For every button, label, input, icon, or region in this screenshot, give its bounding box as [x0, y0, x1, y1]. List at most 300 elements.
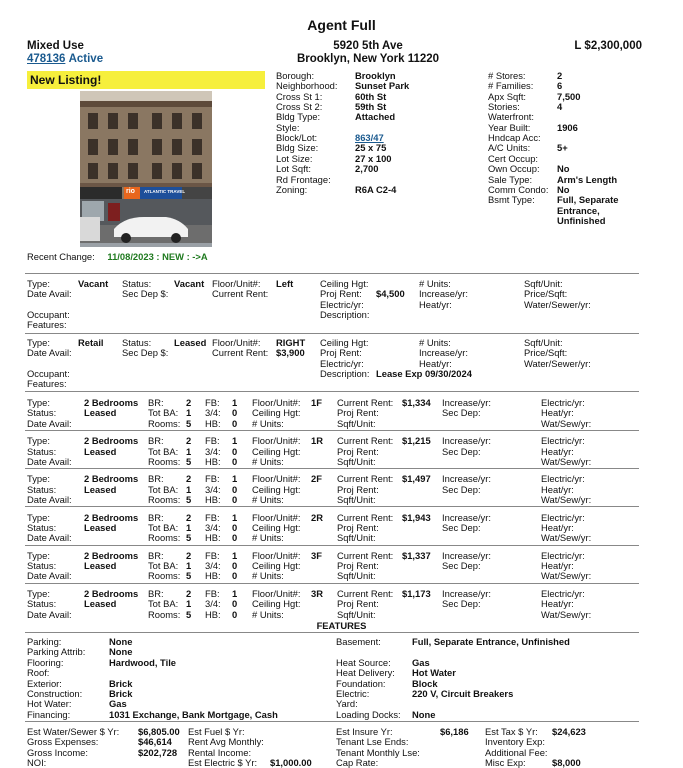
res-floor-label: Floor/Unit#: [252, 588, 301, 599]
unit-status-value: Leased [174, 337, 207, 348]
divider [25, 583, 639, 584]
unit-type-label: Type: [27, 278, 50, 289]
res-hb-label: HB: [205, 608, 221, 620]
res-status-label: Status: [27, 407, 57, 419]
res-totba-value: 1 [186, 521, 192, 533]
detail-label: A/C Units: [488, 142, 531, 154]
res-fb-label: FB: [205, 397, 220, 408]
res-increase-label: Increase/yr: [442, 549, 491, 561]
res-fb-label: FB: [205, 473, 220, 485]
unit-description-label: Description: [320, 367, 370, 379]
detail-label: Apx Sqft: [488, 90, 527, 102]
res-type-label: Type: [27, 435, 50, 447]
divider [25, 333, 639, 334]
res-floor-value: 3R [311, 588, 323, 599]
res-fb-value: 1 [232, 549, 238, 561]
unit-current-rent-value: $3,900 [276, 347, 305, 359]
financial-label: Gross Expenses: [27, 736, 99, 748]
address-line2: Brooklyn, New York 11220 [296, 53, 440, 65]
unit-date-label: Date Avail: [27, 347, 72, 359]
res-hb-label: HB: [205, 570, 221, 582]
res-sqft-label: Sqft/Unit: [337, 570, 376, 582]
res-ceiling-label: Ceiling Hgt: [252, 560, 301, 572]
res-current-rent-label: Current Rent: [337, 397, 394, 408]
res-proj-rent-label: Proj Rent: [337, 521, 379, 533]
res-totba-label: Tot BA: [148, 445, 179, 457]
feature-value: Gas [412, 656, 430, 668]
financial-value: $6,805.00 [138, 726, 180, 737]
detail-value: 7,500 [557, 90, 581, 102]
res-wat-label: Wat/Sew/yr: [541, 455, 592, 467]
address-line1: 5920 5th Ave [333, 40, 403, 52]
res-hb-value: 0 [232, 532, 238, 544]
detail-label: # Stores: [488, 70, 526, 81]
financial-value: $202,728 [138, 746, 178, 758]
res-fb-label: FB: [205, 435, 220, 447]
detail-label: Style: [276, 121, 300, 133]
res-units-label: # Units: [252, 608, 284, 620]
unit-heat-label: Heat/yr: [419, 298, 452, 310]
res-status-label: Status: [27, 598, 57, 610]
res-date-label: Date Avail: [27, 417, 72, 429]
financial-label: Est Fuel $ Yr: [188, 726, 245, 737]
res-rooms-value: 5 [186, 417, 192, 429]
res-totba-value: 1 [186, 407, 192, 419]
divider [25, 273, 639, 274]
unit-increase-label: Increase/yr: [419, 347, 468, 359]
res-type-value: 2 Bedrooms [84, 588, 139, 599]
res-type-label: Type: [27, 397, 50, 408]
listing-id-link[interactable]: 478136 [27, 53, 66, 65]
res-increase-label: Increase/yr: [442, 588, 491, 599]
res-status-value: Leased [84, 521, 117, 533]
res-wat-label: Wat/Sew/yr: [541, 494, 592, 505]
building-image [80, 91, 212, 247]
res-hb-label: HB: [205, 455, 221, 467]
res-status-label: Status: [27, 445, 57, 457]
unit-water-label: Water/Sewer/yr: [524, 357, 591, 369]
unit-description-label: Description: [320, 308, 370, 320]
unit-type-value: Vacant [78, 278, 109, 289]
res-floor-value: 1F [311, 397, 322, 408]
feature-label: Financing: [27, 708, 71, 720]
res-br-value: 2 [186, 511, 192, 523]
unit-sqft-label: Sqft/Unit: [524, 337, 563, 348]
res-floor-label: Floor/Unit#: [252, 511, 301, 523]
res-br-label: BR: [148, 397, 164, 408]
res-br-label: BR: [148, 473, 164, 485]
res-br-value: 2 [186, 549, 192, 561]
res-floor-value: 3F [311, 549, 322, 561]
res-floor-label: Floor/Unit#: [252, 549, 301, 561]
res-rooms-value: 5 [186, 494, 192, 505]
divider [25, 468, 639, 469]
res-rooms-value: 5 [186, 570, 192, 582]
unit-floor-label: Floor/Unit#: [212, 278, 261, 289]
listing-status: Active [68, 53, 104, 65]
financial-label: Est Insure Yr: [336, 726, 393, 737]
res-br-label: BR: [148, 435, 164, 447]
detail-label: Sale Type: [488, 173, 533, 185]
financial-label: Tenant Lse Ends: [336, 736, 409, 748]
detail-label: Block/Lot: [276, 132, 318, 144]
financial-label: Est Electric $ Yr: [188, 756, 258, 768]
res-date-label: Date Avail: [27, 494, 72, 505]
unit-status-label: Status: [122, 278, 152, 289]
res-floor-label: Floor/Unit#: [252, 473, 301, 485]
property-type: Mixed Use [27, 40, 84, 52]
feature-label: Basement: [336, 636, 381, 647]
res-wat-label: Wat/Sew/yr: [541, 570, 592, 582]
unit-occupant-label: Occupant: [27, 308, 70, 320]
res-totba-label: Tot BA: [148, 483, 179, 495]
res-br-value: 2 [186, 435, 192, 447]
res-sqft-label: Sqft/Unit: [337, 608, 376, 620]
unit-current-rent-label: Current Rent: [212, 288, 269, 300]
detail-value: 25 x 75 [355, 142, 387, 154]
feature-value: None [109, 646, 133, 658]
res-current-rent-value: $1,943 [402, 511, 431, 523]
res-type-label: Type: [27, 511, 50, 523]
res-wat-label: Wat/Sew/yr: [541, 532, 592, 544]
financial-label: Rent Avg Monthly: [188, 736, 264, 748]
res-status-value: Leased [84, 445, 117, 457]
res-units-label: # Units: [252, 494, 284, 505]
res-threeq-value: 0 [232, 521, 238, 533]
res-threeq-value: 0 [232, 407, 238, 419]
res-threeq-value: 0 [232, 445, 238, 457]
block-lot-link[interactable]: 863/47 [355, 132, 384, 144]
res-totba-value: 1 [186, 598, 192, 610]
res-current-rent-label: Current Rent: [337, 549, 394, 561]
res-totba-value: 1 [186, 483, 192, 495]
res-type-value: 2 Bedrooms [84, 511, 139, 523]
res-rooms-label: Rooms: [148, 417, 181, 429]
res-rooms-label: Rooms: [148, 570, 181, 582]
res-threeq-label: 3/4: [205, 483, 221, 495]
financial-label: Inventory Exp: [485, 736, 545, 748]
feature-label: Hot Water: [27, 698, 72, 710]
listing-id-row [27, 53, 103, 65]
res-totba-value: 1 [186, 445, 192, 457]
financial-label: Misc Exp: [485, 756, 526, 768]
res-proj-rent-label: Proj Rent: [337, 483, 379, 495]
res-heat-label: Heat/yr: [541, 598, 574, 610]
feature-value: Hot Water [412, 667, 456, 679]
financial-value: $8,000 [552, 756, 581, 768]
res-electric-label: Electric/yr: [541, 549, 585, 561]
feature-label: Parking Attrib: [27, 646, 86, 658]
res-rooms-label: Rooms: [148, 532, 181, 544]
feature-label: Exterior: [27, 677, 62, 689]
unit-current-rent-label: Current Rent: [212, 347, 269, 359]
divider [25, 391, 639, 392]
detail-value: No [557, 183, 570, 195]
detail-label: Bldg Size: [276, 142, 319, 154]
res-ceiling-label: Ceiling Hgt: [252, 483, 301, 495]
detail-value: R6A C2-4 [355, 183, 397, 195]
res-rooms-value: 5 [186, 455, 192, 467]
financial-value: $6,186 [440, 726, 469, 737]
detail-label: Neighborhood: [276, 80, 338, 92]
res-fb-value: 1 [232, 511, 238, 523]
unit-increase-label: Increase/yr: [419, 288, 468, 300]
photo-sign-rio: rio [126, 188, 135, 195]
detail-label: Cross St 2: [276, 101, 323, 113]
res-current-rent-label: Current Rent: [337, 473, 394, 485]
detail-label: Zoning: [276, 183, 308, 195]
recent-change-value: 11/08/2023 : NEW : ->A [107, 251, 208, 262]
res-hb-value: 0 [232, 570, 238, 582]
res-ceiling-label: Ceiling Hgt: [252, 407, 301, 419]
res-type-value: 2 Bedrooms [84, 397, 139, 408]
res-current-rent-label: Current Rent: [337, 588, 394, 599]
unit-features-label: Features: [27, 319, 67, 331]
detail-value: Sunset Park [355, 80, 410, 92]
res-threeq-label: 3/4: [205, 407, 221, 419]
unit-type-value: Retail [78, 337, 104, 348]
res-date-label: Date Avail: [27, 570, 72, 582]
financial-label: NOI: [27, 756, 47, 768]
detail-value: Brooklyn [355, 70, 396, 81]
financial-label: Cap Rate: [336, 756, 379, 768]
unit-price-sqft-label: Price/Sqft: [524, 288, 568, 300]
res-heat-label: Heat/yr: [541, 407, 574, 419]
feature-value: None [412, 708, 436, 720]
res-threeq-label: 3/4: [205, 560, 221, 572]
res-current-rent-value: $1,337 [402, 549, 431, 561]
detail-label: Lot Sqft: [276, 163, 311, 175]
financial-value: $46,614 [138, 736, 172, 748]
res-hb-value: 0 [232, 455, 238, 467]
new-listing-banner: New Listing! [27, 71, 265, 89]
res-floor-label: Floor/Unit#: [252, 397, 301, 408]
res-totba-value: 1 [186, 560, 192, 572]
res-status-label: Status: [27, 560, 57, 572]
unit-floor-label: Floor/Unit#: [212, 337, 261, 348]
res-wat-label: Wat/Sew/yr: [541, 608, 592, 620]
res-ceiling-label: Ceiling Hgt: [252, 521, 301, 533]
res-rooms-value: 5 [186, 532, 192, 544]
res-fb-value: 1 [232, 588, 238, 599]
unit-status-value: Vacant [174, 278, 205, 289]
res-proj-rent-label: Proj Rent: [337, 407, 379, 419]
res-threeq-value: 0 [232, 598, 238, 610]
res-secdep-label: Sec Dep: [442, 407, 481, 419]
page-title: Agent Full [307, 17, 376, 33]
res-threeq-value: 0 [232, 483, 238, 495]
res-totba-label: Tot BA: [148, 560, 179, 572]
res-rooms-label: Rooms: [148, 608, 181, 620]
res-current-rent-label: Current Rent: [337, 435, 394, 447]
res-threeq-label: 3/4: [205, 598, 221, 610]
financial-value: $24,623 [552, 726, 586, 737]
res-electric-label: Electric/yr: [541, 397, 585, 408]
res-increase-label: Increase/yr: [442, 473, 491, 485]
feature-label: Heat Delivery: [336, 667, 395, 679]
unit-proj-rent-value: $4,500 [376, 288, 405, 300]
res-date-label: Date Avail: [27, 532, 72, 544]
res-current-rent-label: Current Rent: [337, 511, 394, 523]
res-type-value: 2 Bedrooms [84, 549, 139, 561]
res-status-value: Leased [84, 483, 117, 495]
res-date-label: Date Avail: [27, 608, 72, 620]
detail-label: Bsmt Type: [488, 194, 535, 206]
unit-water-label: Water/Sewer/yr: [524, 298, 591, 310]
detail-value: No [557, 163, 570, 175]
detail-label: Stories: [488, 101, 520, 113]
res-type-value: 2 Bedrooms [84, 473, 139, 485]
unit-proj-rent-label: Proj Rent: [320, 288, 362, 300]
property-photo[interactable] [80, 91, 212, 247]
res-threeq-label: 3/4: [205, 521, 221, 533]
detail-label: Hndcap Acc: [488, 132, 541, 144]
res-floor-value: 2F [311, 473, 322, 485]
res-electric-label: Electric/yr: [541, 588, 585, 599]
res-ceiling-label: Ceiling Hgt: [252, 598, 301, 610]
res-sqft-label: Sqft/Unit: [337, 494, 376, 505]
res-type-value: 2 Bedrooms [84, 435, 139, 447]
unit-status-label: Status: [122, 337, 152, 348]
res-threeq-label: 3/4: [205, 445, 221, 457]
res-totba-label: Tot BA: [148, 598, 179, 610]
feature-label: Yard: [336, 698, 358, 710]
res-hb-label: HB: [205, 532, 221, 544]
res-proj-rent-label: Proj Rent: [337, 560, 379, 572]
res-threeq-value: 0 [232, 560, 238, 572]
res-units-label: # Units: [252, 532, 284, 544]
res-heat-label: Heat/yr: [541, 445, 574, 457]
feature-label: Flooring: [27, 656, 64, 668]
res-hb-label: HB: [205, 417, 221, 429]
detail-value: Attached [355, 111, 396, 123]
feature-value: 1031 Exchange, Bank Mortgage, Cash [109, 708, 278, 720]
res-rooms-value: 5 [186, 608, 192, 620]
res-electric-label: Electric/yr: [541, 473, 585, 485]
unit-ceiling-label: Ceiling Hgt: [320, 278, 369, 289]
detail-label: Rd Frontage: [276, 173, 331, 185]
res-proj-rent-label: Proj Rent: [337, 445, 379, 457]
res-units-label: # Units: [252, 417, 284, 429]
res-type-label: Type: [27, 549, 50, 561]
feature-value: None [109, 636, 133, 647]
feature-label: Loading Docks: [336, 708, 401, 720]
res-fb-label: FB: [205, 511, 220, 523]
res-status-label: Status: [27, 483, 57, 495]
unit-type-label: Type: [27, 337, 50, 348]
feature-value: Block [412, 677, 438, 689]
feature-value: Full, Separate Entrance, Unfinished [412, 636, 570, 647]
res-increase-label: Increase/yr: [442, 397, 491, 408]
unit-occupant-label: Occupant: [27, 367, 70, 379]
detail-label: Lot Size: [276, 152, 313, 164]
res-current-rent-value: $1,173 [402, 588, 431, 599]
res-current-rent-value: $1,497 [402, 473, 431, 485]
res-fb-value: 1 [232, 473, 238, 485]
res-heat-label: Heat/yr: [541, 483, 574, 495]
features-title: FEATURES [316, 620, 367, 631]
res-floor-label: Floor/Unit#: [252, 435, 301, 447]
unit-units-label: # Units: [419, 337, 451, 348]
feature-value: Brick [109, 688, 133, 699]
unit-floor-value: RIGHT [276, 337, 306, 348]
res-current-rent-value: $1,334 [402, 397, 431, 408]
unit-features-label: Features: [27, 378, 67, 390]
detail-value: 5+ [557, 142, 568, 154]
unit-description-value: Lease Exp 09/30/2024 [376, 367, 472, 379]
unit-electric-label: Electric/yr: [320, 298, 364, 310]
res-type-label: Type: [27, 473, 50, 485]
detail-label: Cross St 1: [276, 90, 323, 102]
res-fb-value: 1 [232, 397, 238, 408]
res-fb-label: FB: [205, 588, 220, 599]
unit-ceiling-label: Ceiling Hgt: [320, 337, 369, 348]
res-status-value: Leased [84, 560, 117, 572]
detail-label: # Families: [488, 80, 534, 92]
feature-value: 220 V, Circuit Breakers [412, 688, 514, 699]
price: L $2,300,000 [574, 40, 642, 52]
res-totba-label: Tot BA: [148, 407, 179, 419]
divider [25, 430, 639, 431]
divider [25, 721, 639, 722]
financial-label: Gross Income: [27, 746, 88, 758]
divider [25, 632, 639, 633]
res-floor-value: 2R [311, 511, 323, 523]
financial-label: Rental Income: [188, 746, 252, 758]
res-secdep-label: Sec Dep: [442, 483, 481, 495]
res-hb-value: 0 [232, 417, 238, 429]
unit-proj-rent-label: Proj Rent: [320, 347, 362, 359]
detail-label: Year Built: [488, 121, 531, 133]
financial-label: Est Tax $ Yr: [485, 726, 538, 737]
unit-units-label: # Units: [419, 278, 451, 289]
res-br-label: BR: [148, 511, 164, 523]
detail-value: 1906 [557, 121, 578, 133]
detail-value: 4 [557, 101, 563, 113]
res-ceiling-label: Ceiling Hgt: [252, 445, 301, 457]
detail-value: Unfinished [557, 214, 606, 226]
detail-value: Arm's Length [557, 173, 618, 185]
financial-value: $1,000.00 [270, 756, 312, 768]
res-current-rent-value: $1,215 [402, 435, 431, 447]
unit-date-label: Date Avail: [27, 288, 72, 300]
res-sqft-label: Sqft/Unit: [337, 455, 376, 467]
divider [25, 506, 639, 507]
recent-change-label: Recent Change: [27, 251, 95, 262]
financial-label: Est Water/Sewer $ Yr: [27, 726, 120, 737]
res-floor-value: 1R [311, 435, 323, 447]
detail-value: 59th St [355, 101, 387, 113]
detail-value: Entrance, [557, 204, 600, 216]
detail-label: Waterfront: [488, 111, 535, 123]
res-type-label: Type: [27, 588, 50, 599]
detail-value: 6 [557, 80, 563, 92]
feature-label: Foundation: [336, 677, 386, 689]
res-increase-label: Increase/yr: [442, 511, 491, 523]
unit-electric-label: Electric/yr: [320, 357, 364, 369]
res-br-value: 2 [186, 397, 192, 408]
res-br-value: 2 [186, 473, 192, 485]
unit-floor-value: Left [276, 278, 294, 289]
feature-value: Brick [109, 677, 133, 689]
detail-value: 2 [557, 70, 563, 81]
detail-value: 27 x 100 [355, 152, 392, 164]
photo-sign-travel: ATLANTIC TRAVEL [144, 189, 186, 194]
detail-label: Cert Occup: [488, 152, 539, 164]
detail-label: Bldg Type: [276, 111, 321, 123]
res-proj-rent-label: Proj Rent: [337, 598, 379, 610]
res-heat-label: Heat/yr: [541, 560, 574, 572]
